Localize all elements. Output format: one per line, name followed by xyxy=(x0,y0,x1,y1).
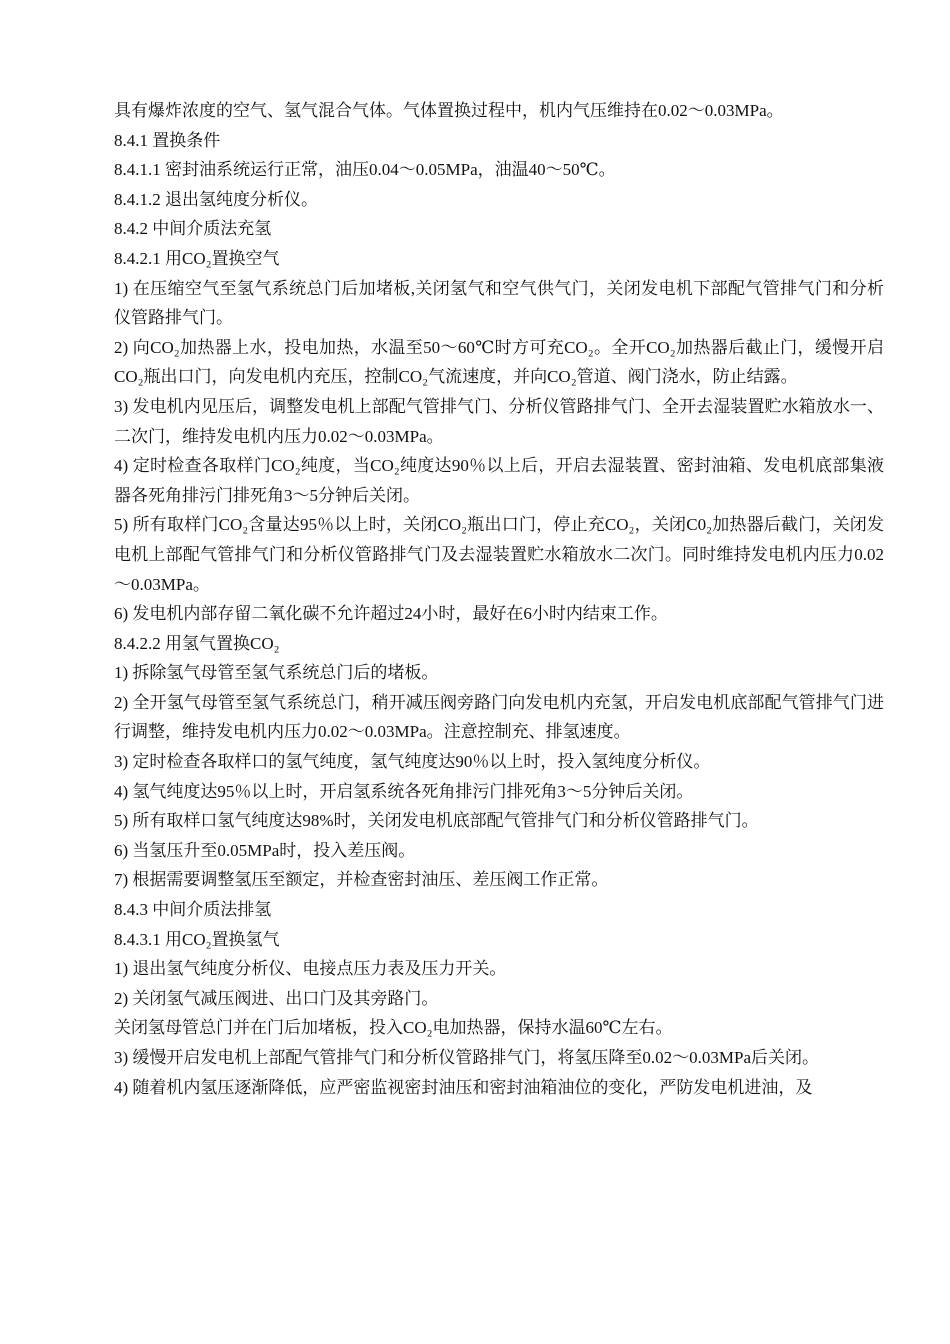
list-item: 2) 向CO₂加热器上水，投电加热，水温至50～60℃时方可充CO₂。全开CO₂加热器后截止门，缓慢开启CO₂瓶出口门，向发电机内充压，控制CO₂气流速度，并向CO₂管道、阀门浇水，防止结露。 xyxy=(114,337,884,387)
list-item: 2) 关闭氢气减压阀进、出口门及其旁路门。 xyxy=(114,988,439,1008)
paragraph-8-4-1-1: 8.4.1.1 密封油系统运行正常，油压0.04～0.05MPa，油温40～50℃。 xyxy=(114,160,616,180)
list-item: 4) 定时检查各取样门CO₂纯度，当CO₂纯度达90％以上后，开启去湿装置、密封油箱、发电机底部集液器各死角排污门排死角3～5分钟后关闭。 xyxy=(114,456,884,505)
list-item: 3) 定时检查各取样口的氢气纯度，氢气纯度达90％以上时，投入氢纯度分析仪。 xyxy=(114,752,711,772)
list-item: 1) 拆除氢气母管至氢气系统总门后的堵板。 xyxy=(114,663,439,683)
list-item: 1) 在压缩空气至氢气系统总门后加堵板,关闭氢气和空气供气门，关闭发电机下部配气管排气门和分析仪管路排气门。 xyxy=(114,278,884,328)
list-item: 3) 发电机内见压后，调整发电机上部配气管排气门、分析仪管路排气门、全开去湿装置贮水箱放水一、二次门，维持发电机内压力0.02～0.03MPa。 xyxy=(114,396,884,446)
list-item: 4) 随着机内氢压逐渐降低，应严密监视密封油压和密封油箱油位的变化，严防发电机进油，及 xyxy=(114,1077,813,1097)
paragraph-text: 关闭氢母管总门并在门后加堵板，投入CO₂电加热器，保持水温60℃左右。 xyxy=(114,1018,673,1038)
list-item: 2) 全开氢气母管至氢气系统总门，稍开减压阀旁路门向发电机内充氢，开启发电机底部配气管排气门进行调整，维持发电机内压力0.02～0.03MPa。注意控制充、排氢速度。 xyxy=(114,692,884,742)
heading-8-4-2: 8.4.2 中间介质法充氢 xyxy=(114,219,272,239)
list-item: 6) 发电机内部存留二氧化碳不允许超过24小时，最好在6小时内结束工作。 xyxy=(114,604,668,624)
list-item: 4) 氢气纯度达95％以上时，开启氢系统各死角排污门排死角3～5分钟后关闭。 xyxy=(114,781,694,801)
paragraph-8-4-1-2: 8.4.1.2 退出氢纯度分析仪。 xyxy=(114,189,318,209)
heading-8-4-1: 8.4.1 置换条件 xyxy=(114,130,221,150)
list-item: 7) 根据需要调整氢压至额定，并检查密封油压、差压阀工作正常。 xyxy=(114,870,609,890)
heading-8-4-3-1: 8.4.3.1 用CO₂置换氢气 xyxy=(114,929,280,949)
heading-8-4-2-2: 8.4.2.2 用氢气置换CO₂ xyxy=(114,633,280,653)
list-item: 6) 当氢压升至0.05MPa时，投入差压阀。 xyxy=(114,840,416,860)
list-item: 5) 所有取样门CO₂含量达95％以上时，关闭CO₂瓶出口门，停止充CO₂，关闭C0₂加热器后截门，关闭发电机上部配气管排气门和分析仪管路排气门及去湿装置贮水箱放水二次门。同时维持发电机内压力0.02～0.03MPa。 xyxy=(114,515,884,594)
paragraph-continuation: 具有爆炸浓度的空气、氢气混合气体。气体置换过程中，机内气压维持在0.02～0.03MPa。 xyxy=(114,101,784,120)
list-item: 1) 退出氢气纯度分析仪、电接点压力表及压力开关。 xyxy=(114,959,507,979)
list-item: 5) 所有取样口氢气纯度达98%时，关闭发电机底部配气管排气门和分析仪管路排气门。 xyxy=(114,811,759,831)
heading-8-4-2-1: 8.4.2.1 用CO₂置换空气 xyxy=(114,248,280,268)
document-body xyxy=(114,96,884,1102)
list-item: 3) 缓慢开启发电机上部配气管排气门和分析仪管路排气门，将氢压降至0.02～0.03MPa后关闭。 xyxy=(114,1048,820,1067)
heading-8-4-3: 8.4.3 中间介质法排氢 xyxy=(114,900,272,920)
